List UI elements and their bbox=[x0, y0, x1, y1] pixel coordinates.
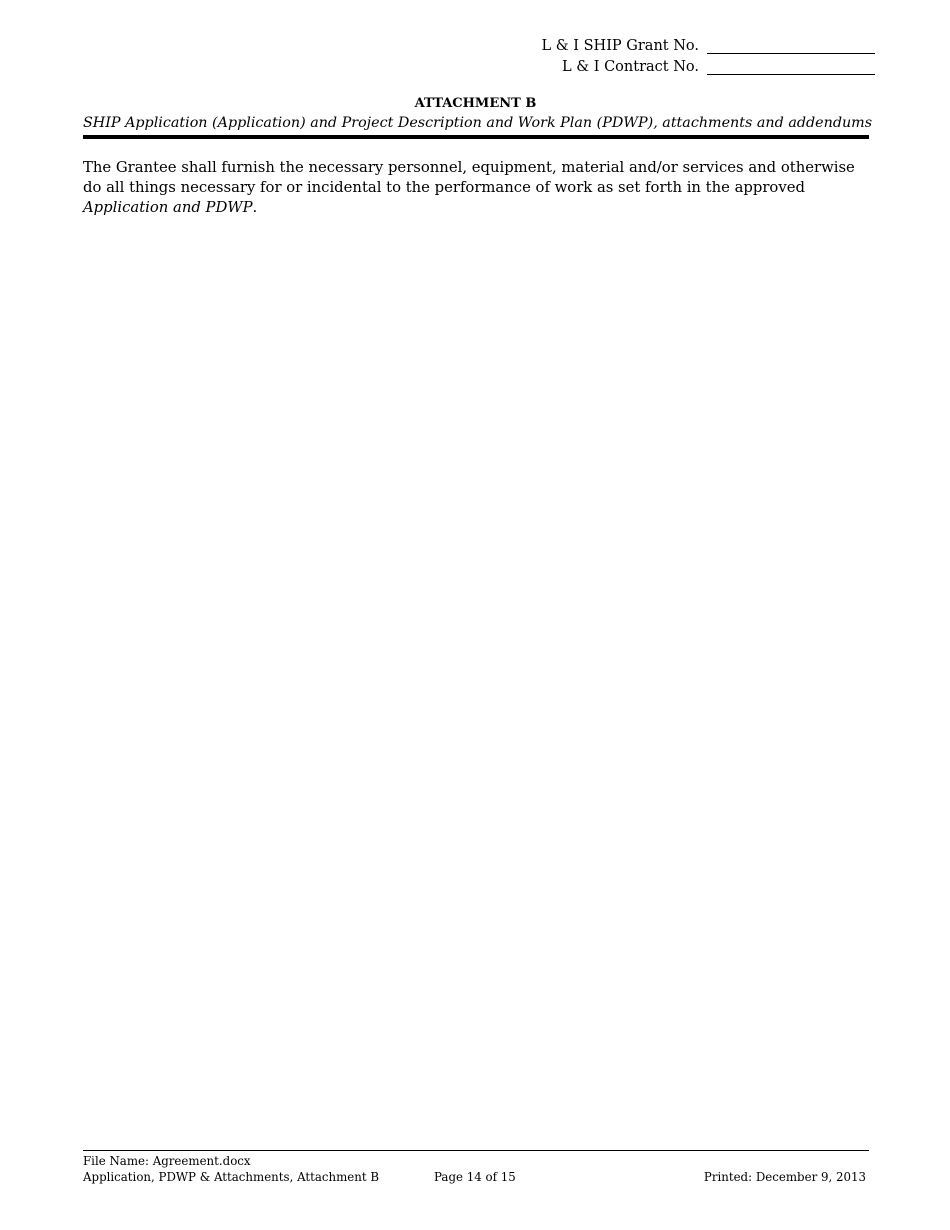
body-text-emphasis: Application and PDWP bbox=[83, 199, 253, 216]
footer-page-number: Page 14 of 15 bbox=[434, 1170, 516, 1184]
grant-number-row bbox=[515, 34, 875, 55]
footer-row-1 bbox=[83, 1153, 869, 1169]
page-footer bbox=[83, 1153, 869, 1185]
footer-section: Application, PDWP & Attachments, Attachment B bbox=[83, 1170, 380, 1184]
body-paragraph bbox=[83, 158, 869, 218]
body-text-end: . bbox=[252, 199, 258, 216]
attachment-title: ATTACHMENT B bbox=[414, 96, 537, 111]
attachment-subtitle: SHIP Application (Application) and Project Description and Work Plan (PDWP), attachments and addendums bbox=[83, 115, 873, 131]
contract-number-field[interactable] bbox=[707, 74, 875, 75]
title-divider bbox=[83, 135, 869, 139]
contract-number-label: L & I Contract No. bbox=[562, 59, 699, 75]
header-fields bbox=[515, 34, 875, 76]
contract-number-row bbox=[515, 55, 875, 76]
grant-number-label: L & I SHIP Grant No. bbox=[541, 38, 699, 54]
footer-divider bbox=[83, 1150, 869, 1151]
body-text-main: The Grantee shall furnish the necessary personnel, equipment, material and/or services and otherwise do all things necessary for or incidental to the performance of work as set forth in the approved bbox=[83, 159, 855, 196]
footer-printed-date: Printed: December 9, 2013 bbox=[703, 1170, 866, 1184]
footer-file-name: File Name: Agreement.docx bbox=[83, 1154, 251, 1168]
footer-row-2 bbox=[83, 1169, 869, 1185]
grant-number-field[interactable] bbox=[707, 53, 875, 54]
